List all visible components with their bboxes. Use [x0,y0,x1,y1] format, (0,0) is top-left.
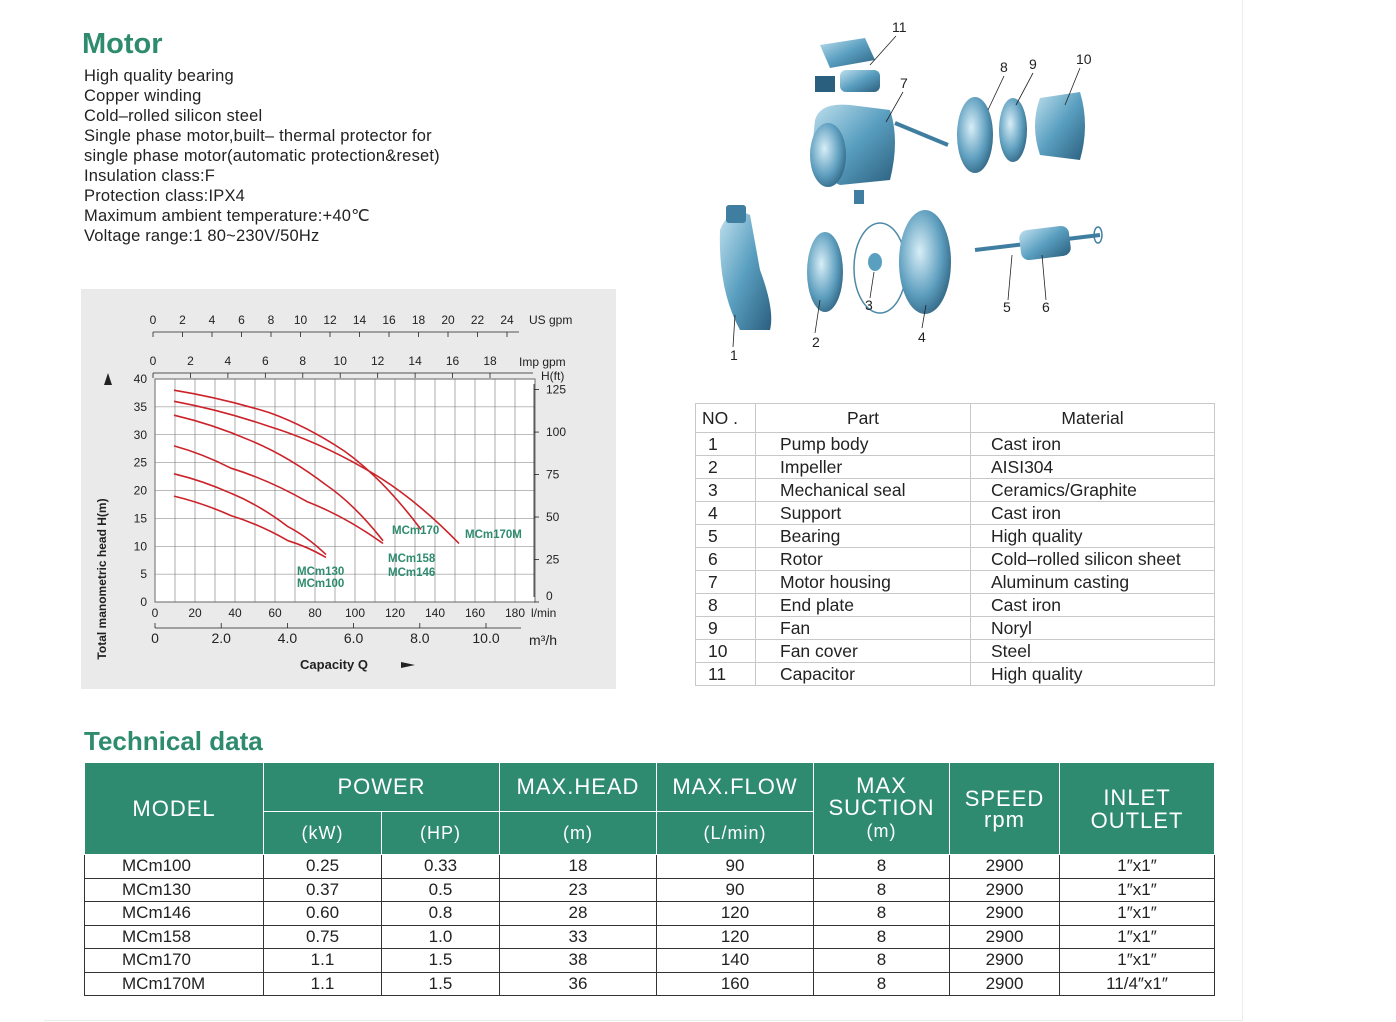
technical-data-body [85,855,1215,996]
speed-cell: 2900 [950,902,1060,926]
speed-cell: 2900 [950,855,1060,879]
y-tick-label-m: 5 [140,567,147,582]
max-head-cell: 18 [500,855,657,879]
header-hp: (HP) [382,812,500,855]
model-cell: MCm170 [85,949,264,973]
motor-housing-shape [810,105,895,204]
end-plate-shape [957,97,993,173]
header-part: Part [756,404,971,433]
feature-item: Single phase motor,built– thermal protector for [84,127,432,145]
header-max-flow: MAX.FLOW [657,763,814,812]
y-tick-label-m: 0 [140,595,147,609]
callout-7: 7 [900,75,908,91]
part-number: 8 [696,594,756,617]
part-material: Cast iron [971,433,1215,456]
part-name: Capacitor [756,663,971,686]
part-number: 5 [696,525,756,548]
feature-item: High quality bearing [84,67,234,85]
parts-row [696,548,1215,571]
parts-row [696,456,1215,479]
y-tick-label-m: 15 [133,511,147,526]
imp-gpm-tick-label: 4 [224,354,232,368]
y-tick-label-m: 10 [133,539,147,554]
support-shape [899,210,951,314]
y-tick-label-ft: 100 [546,425,567,440]
part-name: End plate [756,594,971,617]
x-tick-label-lmin: 160 [464,606,486,620]
header-inlet-outlet [1060,763,1215,855]
max-flow-cell: 90 [657,855,814,879]
part-number: 11 [696,663,756,686]
technical-row [85,925,1215,949]
callout-1: 1 [730,347,738,363]
m3h-tick-label: 4.0 [277,630,298,646]
curve-label-mcm130: MCm130 [297,566,345,578]
x-tick-label-lmin: 100 [344,606,366,620]
part-number: 3 [696,479,756,502]
curve-label-mcm146: MCm146 [388,567,436,579]
lmin-unit: l/min [531,606,557,620]
shaft-pin-shape [895,123,948,145]
model-cell: MCm158 [85,925,264,949]
callout-2: 2 [812,334,820,350]
parts-row [696,617,1215,640]
feature-item: Cold–rolled silicon steel [84,107,263,125]
us-gpm-tick-label: 12 [323,313,337,327]
part-number: 7 [696,571,756,594]
imp-gpm-tick-label: 12 [370,354,385,368]
power-hp-cell: 1.0 [382,925,500,949]
technical-row [85,878,1215,902]
us-gpm-tick-label: 4 [208,313,216,327]
max-head-cell: 28 [500,902,657,926]
feature-item: single phase motor(automatic protection&reset) [84,147,440,165]
speed-cell: 2900 [950,925,1060,949]
feature-item: Insulation class:F [84,167,216,185]
inlet-outlet-cell: 1″x1″ [1060,878,1215,902]
x-axis-arrow-icon [401,662,415,668]
us-gpm-unit: US gpm [529,313,573,327]
part-material: High quality [971,663,1215,686]
speed-cell: 2900 [950,972,1060,996]
header-no: NO . [696,404,756,433]
part-name: Rotor [756,548,971,571]
x-tick-label-lmin: 120 [384,606,406,620]
header-max-suction-line2: SUCTION [828,795,935,820]
x-tick-label-lmin: 20 [188,606,202,620]
parts-row [696,571,1215,594]
inlet-outlet-cell: 1″x1″ [1060,902,1215,926]
max-suction-cell: 8 [814,878,950,902]
max-flow-cell: 120 [657,902,814,926]
speed-cell: 2900 [950,949,1060,973]
parts-row [696,525,1215,548]
imp-gpm-tick-label: 16 [445,354,460,368]
callout-5: 5 [1003,299,1011,315]
max-head-cell: 38 [500,949,657,973]
motor-section-title: Motor [82,28,163,60]
performance-chart [81,289,616,689]
us-gpm-tick-label: 8 [267,313,275,327]
imp-gpm-unit: Imp gpm [519,355,566,369]
x-tick-label-lmin: 140 [424,606,446,620]
y-tick-label-m: 40 [133,372,147,386]
us-gpm-tick-label: 6 [238,313,245,327]
parts-row [696,663,1215,686]
header-head-unit: (m) [500,812,657,855]
m3h-tick-label: 6.0 [343,630,364,646]
feature-item: Maximum ambient temperature:+40℃ [84,207,370,225]
parts-row [696,594,1215,617]
header-speed-line2: rpm [984,806,1025,832]
chart-grid [155,379,535,602]
curve-label-mcm100: MCm100 [297,578,345,590]
callout-11: 11 [892,19,907,35]
header-speed-line1: SPEED [964,785,1045,811]
x-tick-label-lmin: 0 [151,606,159,620]
us-gpm-tick-label: 18 [411,313,426,327]
y-tick-label-ft: 25 [546,552,560,567]
part-name: Support [756,502,971,525]
us-gpm-tick-label: 22 [470,313,485,327]
fan-cover-shape [1035,92,1085,160]
inlet-outlet-cell: 1″x1″ [1060,925,1215,949]
callout-10: 10 [1076,51,1092,67]
parts-row [696,640,1215,663]
header-power: POWER [264,763,500,812]
callout-9: 9 [1029,56,1037,72]
feature-item: Copper winding [84,87,202,105]
part-name: Fan cover [756,640,971,663]
rotor-shape [975,225,1102,261]
max-flow-cell: 90 [657,878,814,902]
us-gpm-tick-label: 24 [500,313,514,327]
imp-gpm-tick-label: 2 [187,354,194,368]
header-model: MODEL [85,763,264,855]
part-name: Pump body [756,433,971,456]
max-flow-cell: 140 [657,949,814,973]
technical-row [85,949,1215,973]
callout-6: 6 [1042,299,1050,315]
part-material: Cast iron [971,594,1215,617]
max-suction-cell: 8 [814,855,950,879]
part-material: Noryl [971,617,1215,640]
us-gpm-tick-label: 16 [382,313,396,327]
us-gpm-tick-label: 14 [352,313,367,327]
y-tick-label-m: 25 [133,455,147,470]
technical-row [85,972,1215,996]
header-material: Material [971,404,1215,433]
max-suction-cell: 8 [814,972,950,996]
part-number: 4 [696,502,756,525]
x-tick-label-lmin: 40 [228,606,242,620]
ft-unit: H(ft) [541,369,565,383]
power-hp-cell: 1.5 [382,972,500,996]
max-head-cell: 23 [500,878,657,902]
max-suction-cell: 8 [814,902,950,926]
imp-gpm-tick-label: 0 [149,354,157,368]
header-outlet: OUTLET [1090,807,1184,833]
power-kw-cell: 1.1 [264,972,382,996]
model-cell: MCm146 [85,902,264,926]
part-number: 9 [696,617,756,640]
y-tick-label-m: 30 [133,427,147,442]
curve-label-mcm170: MCm170 [392,525,440,537]
part-number: 1 [696,433,756,456]
max-suction-cell: 8 [814,949,950,973]
max-head-cell: 36 [500,972,657,996]
imp-gpm-tick-label: 10 [333,354,347,368]
callout-3: 3 [865,297,873,313]
y-tick-label-ft: 50 [546,510,560,525]
power-kw-cell: 0.60 [264,902,382,926]
power-kw-cell: 0.25 [264,855,382,879]
part-number: 2 [696,456,756,479]
part-name: Fan [756,617,971,640]
m3h-tick-label: 2.0 [211,630,231,646]
header-speed [950,763,1060,855]
us-gpm-tick-label: 2 [179,313,186,327]
part-material: Aluminum casting [971,571,1215,594]
feature-item: Protection class:IPX4 [84,187,246,205]
part-material: Cast iron [971,502,1215,525]
part-material: AISI304 [971,456,1215,479]
inlet-outlet-cell: 1″x1″ [1060,949,1215,973]
part-material: Ceramics/Graphite [971,479,1215,502]
parts-table [695,403,1215,686]
header-max-suction-line1: MAX [856,773,907,798]
callout-4: 4 [918,329,926,345]
curve-label-mcm170m: MCm170M [465,529,522,541]
x-axis-label: Capacity Q [300,657,368,672]
m3h-tick-label: 8.0 [410,630,430,646]
header-max-head: MAX.HEAD [500,763,657,812]
y-tick-label-ft: 0 [546,589,553,603]
model-cell: MCm100 [85,855,264,879]
power-hp-cell: 0.5 [382,878,500,902]
header-flow-unit: (L/min) [657,812,814,855]
inlet-outlet-cell: 1″x1″ [1060,855,1215,879]
exploded-pump-diagram [690,10,1120,370]
max-head-cell: 33 [500,925,657,949]
motor-feature-list [84,66,440,246]
m3h-tick-label: 0 [151,630,159,646]
feature-item: Voltage range:1 80~230V/50Hz [84,227,320,245]
x-tick-label-lmin: 80 [308,606,322,620]
imp-gpm-tick-label: 6 [261,354,269,368]
imp-gpm-tick-label: 18 [483,354,497,368]
speed-cell: 2900 [950,878,1060,902]
parts-row [696,433,1215,456]
header-kw: (kW) [264,812,382,855]
power-kw-cell: 0.37 [264,878,382,902]
y-tick-label-ft: 75 [546,467,560,482]
power-kw-cell: 1.1 [264,949,382,973]
power-kw-cell: 0.75 [264,925,382,949]
part-material: Cold–rolled silicon sheet [971,548,1215,571]
part-material: High quality [971,525,1215,548]
max-flow-cell: 160 [657,972,814,996]
us-gpm-tick-label: 10 [293,313,308,327]
power-hp-cell: 0.33 [382,855,500,879]
part-material: Steel [971,640,1215,663]
part-name: Mechanical seal [756,479,971,502]
mechanical-seal-shape [854,223,906,313]
imp-gpm-tick-label: 8 [299,354,307,368]
header-inlet: INLET [1103,784,1171,810]
x-tick-label-lmin: 60 [268,606,282,620]
us-gpm-tick-label: 20 [441,313,455,327]
m3h-unit: m³/h [529,632,557,648]
y-tick-label-m: 35 [133,399,147,414]
fan-shape [999,98,1027,162]
y-tick-label-ft: 125 [546,382,567,397]
technical-row [85,855,1215,879]
us-gpm-tick-label: 0 [149,313,157,327]
parts-table-body [696,433,1215,686]
header-max-suction [814,763,950,855]
power-hp-cell: 0.8 [382,902,500,926]
parts-row [696,479,1215,502]
header-max-suction-unit: (m) [866,821,897,841]
part-number: 10 [696,640,756,663]
model-cell: MCm170M [85,972,264,996]
technical-data-title: Technical data [84,726,263,756]
m3h-tick-label: 10.0 [472,630,500,646]
max-flow-cell: 120 [657,925,814,949]
y-axis-arrow-icon [104,373,112,385]
part-name: Bearing [756,525,971,548]
y-axis-label: Total manometric head H(m) [95,498,109,660]
part-name: Motor housing [756,571,971,594]
x-tick-label-lmin: 180 [504,606,526,620]
inlet-outlet-cell: 11/4″x1″ [1060,972,1215,996]
technical-data-table [84,762,1215,996]
imp-gpm-tick-label: 14 [408,354,422,368]
performance-chart-svg [81,289,616,689]
impeller-shape [807,232,843,312]
parts-table-header [696,404,1215,433]
model-cell: MCm130 [85,878,264,902]
curve-label-mcm158: MCm158 [388,553,436,565]
part-name: Impeller [756,456,971,479]
max-suction-cell: 8 [814,925,950,949]
parts-row [696,502,1215,525]
part-number: 6 [696,548,756,571]
power-hp-cell: 1.5 [382,949,500,973]
pump-body-shape [720,205,771,330]
callout-8: 8 [1000,59,1008,75]
y-tick-label-m: 20 [133,483,147,498]
technical-row [85,902,1215,926]
